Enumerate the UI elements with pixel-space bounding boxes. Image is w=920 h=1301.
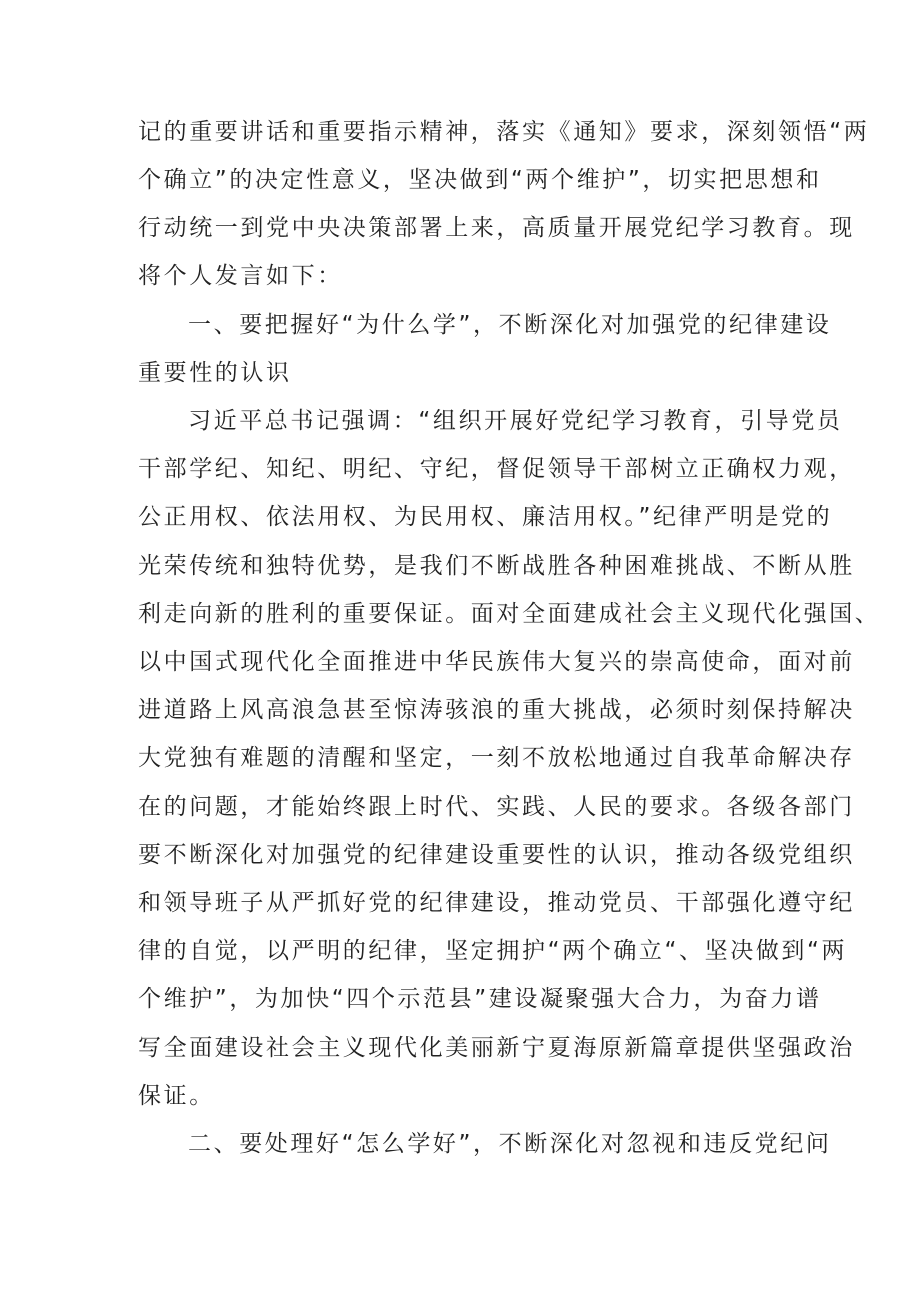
paragraph-line: 以中国式现代化全面推进中华民族伟大复兴的崇高使命，面对前 [138,649,855,675]
paragraph-line: 习近平总书记强调：“组织开展好党纪学习教育，引导党员 [188,408,843,434]
section-heading-line: 重要性的认识 [138,360,292,386]
paragraph-line: 公正用权、依法用权、为民用权、廉洁用权。”纪律严明是党的 [138,504,833,530]
paragraph-line: 保证。 [138,1083,215,1109]
paragraph-line: 写全面建设社会主义现代化美丽新宁夏海原新篇章提供坚强政治 [138,1035,855,1061]
paragraph-line: 和领导班子从严抓好党的纪律建设，推动党员、干部强化遵守纪 [138,890,855,916]
paragraph-line: 要不断深化对加强党的纪律建设重要性的认识，推动各级党组织 [138,842,855,868]
paragraph-line: 将个人发言如下： [138,263,343,289]
paragraph-line: 干部学纪、知纪、明纪、守纪，督促领导干部树立正确权力观， [138,456,855,482]
paragraph-line: 行动统一到党中央决策部署上来，高质量开展党纪学习教育。现 [138,215,855,241]
paragraph-line: 光荣传统和独特优势，是我们不断战胜各种困难挑战、不断从胜 [138,553,855,579]
section-heading-line: 一、要把握好“为什么学”，不断深化对加强党的纪律建设 [188,312,832,338]
paragraph-line: 利走向新的胜利的重要保证。面对全面建成社会主义现代化强国、 [138,601,881,627]
paragraph-line: 个确立”的决定性意义，坚决做到“两个维护”，切实把思想和 [138,167,822,193]
paragraph-line: 大党独有难题的清醒和坚定，一刻不放松地通过自我革命解决存 [138,745,855,771]
paragraph-line: 个维护”，为加快“四个示范县”建设凝聚强大合力，为奋力谱 [138,986,822,1012]
paragraph-line: 记的重要讲话和重要指示精神，落实《通知》要求，深刻领悟“两 [138,119,870,145]
paragraph-line: 进道路上风高浪急甚至惊涛骇浪的重大挑战，必须时刻保持解决 [138,697,855,723]
paragraph-line: 在的问题，才能始终跟上时代、实践、人民的要求。各级各部门 [138,794,855,820]
section-heading-line: 二、要处理好“怎么学好”，不断深化对忽视和违反党纪问 [188,1131,832,1157]
paragraph-line: 律的自觉，以严明的纪律，坚定拥护“两个确立“、坚决做到“两 [138,938,848,964]
